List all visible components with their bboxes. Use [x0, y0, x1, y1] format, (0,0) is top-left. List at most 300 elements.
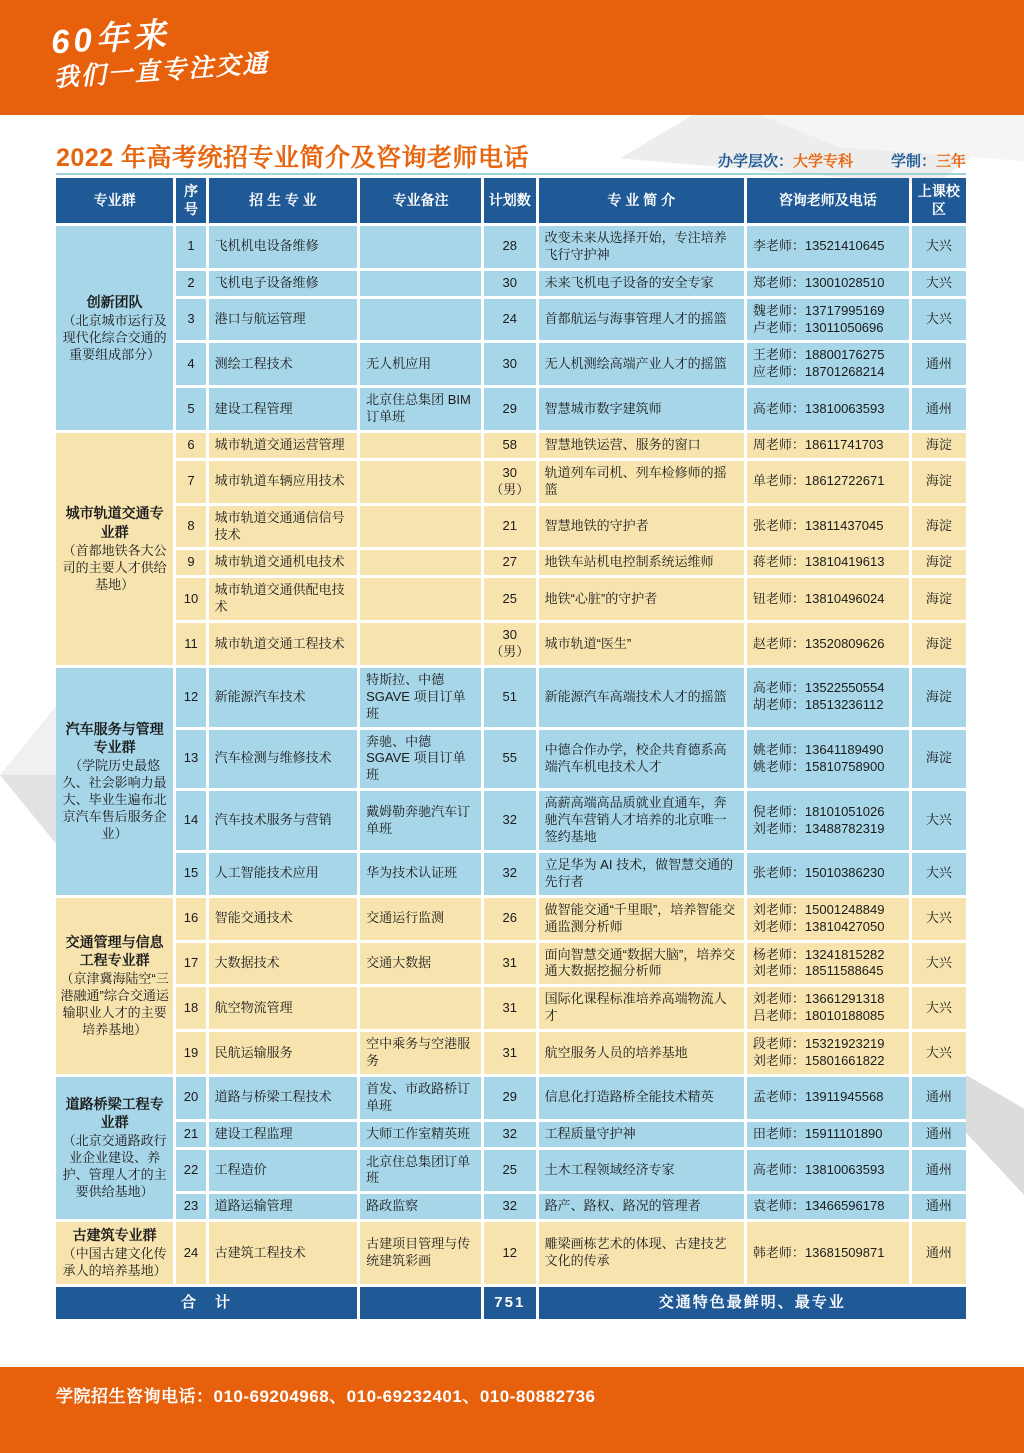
- campus-cell-text: 大兴: [925, 274, 952, 290]
- major-cell-text: 城市轨道交通机电技术: [214, 554, 345, 570]
- serial-cell: [176, 668, 205, 727]
- remark-cell: [360, 299, 481, 341]
- plan-cell: [484, 1077, 536, 1119]
- table-row: [56, 943, 966, 985]
- group-cell: [56, 1222, 173, 1284]
- contact-cell-text: 段老师：15321923219: [752, 1036, 885, 1052]
- contact-cell: [747, 1032, 909, 1074]
- table-row: [56, 623, 966, 665]
- intro-cell: [539, 343, 744, 385]
- contact-cell-text: 高老师：13522550554: [752, 680, 885, 696]
- intro-cell: [539, 623, 744, 665]
- campus-cell-text: 海淀: [925, 635, 952, 651]
- remark-cell-text: 空中乘务与空港服务: [366, 1036, 471, 1068]
- program-meta: [718, 150, 966, 174]
- plan-cell-text: 21: [502, 518, 518, 534]
- contact-cell-text: 姚老师：15810758900: [752, 758, 885, 774]
- intro-cell: [539, 791, 744, 850]
- campus-cell: [912, 987, 966, 1029]
- majors-table-wrapper: [53, 173, 969, 1322]
- contact-cell-text: 刘老师：15001248849: [752, 901, 885, 917]
- contact-cell-text: 李老师：13521410645: [752, 238, 885, 254]
- plan-cell: [484, 299, 536, 341]
- group-note: （北京交通路政行业企业建设、养护、管理人才的主要供给基地）: [62, 1133, 167, 1200]
- serial-cell: [176, 943, 205, 985]
- major-cell-text: 古建筑工程技术: [214, 1244, 306, 1260]
- col-header-contact: 咨询老师及电话: [747, 178, 909, 223]
- campus-cell: [912, 791, 966, 850]
- serial-cell: [176, 271, 205, 296]
- plan-cell: [484, 668, 536, 727]
- intro-cell-text: 路产、路权、路况的管理者: [544, 1198, 701, 1214]
- major-cell: [209, 461, 357, 503]
- table-row: [56, 506, 966, 548]
- major-cell: [209, 1032, 357, 1074]
- serial-cell-text: 21: [183, 1125, 199, 1141]
- serial-cell-text: 7: [187, 473, 195, 489]
- slogan-line-1: 60年来: [49, 15, 171, 61]
- plan-cell: [484, 433, 536, 458]
- intro-cell: [539, 1077, 744, 1119]
- contact-cell-text: 卢老师：13011050696: [752, 319, 884, 335]
- campus-cell: [912, 853, 966, 895]
- major-cell: [209, 1150, 357, 1192]
- major-cell-text: 汽车检测与维修技术: [214, 750, 332, 766]
- contact-cell-text: 姚老师：13641189490: [752, 742, 884, 758]
- group-name: 创新团队: [86, 293, 143, 310]
- group-name: 古建筑专业群: [72, 1227, 157, 1244]
- plan-cell-text: 31: [502, 1044, 518, 1060]
- remark-cell-text: 交通大数据: [366, 954, 432, 970]
- plan-cell: [484, 461, 536, 503]
- remark-cell-text: 大师工作室精英班: [366, 1125, 471, 1141]
- campus-cell-text: 通州: [925, 1125, 952, 1141]
- remark-cell: [360, 791, 481, 850]
- plan-cell: [484, 550, 536, 575]
- remark-cell: [360, 578, 481, 620]
- intro-cell-text: 智慧地铁运营、服务的窗口: [544, 437, 701, 453]
- remark-cell-text: 北京住总集团订单班: [366, 1153, 471, 1186]
- campus-cell-text: 海淀: [925, 554, 952, 570]
- total-label-cell: [56, 1287, 357, 1319]
- contact-cell-text: 胡老师：18513236112: [752, 697, 884, 713]
- remark-cell-text: 无人机应用: [366, 355, 432, 371]
- contact-cell: [747, 853, 909, 895]
- remark-cell: [360, 1150, 481, 1192]
- serial-cell-text: 24: [183, 1244, 199, 1260]
- campus-cell: [912, 506, 966, 548]
- campus-cell: [912, 461, 966, 503]
- major-cell: [209, 1077, 357, 1119]
- major-cell: [209, 271, 357, 296]
- major-cell: [209, 730, 357, 789]
- intro-cell: [539, 550, 744, 575]
- campus-cell-text: 通州: [925, 1161, 952, 1177]
- serial-cell: [176, 1032, 205, 1074]
- intro-cell: [539, 226, 744, 268]
- campus-cell-text: 海淀: [925, 437, 952, 453]
- remark-cell: [360, 1032, 481, 1074]
- col-header-group: 专业群: [56, 178, 173, 223]
- serial-cell-text: 3: [187, 311, 195, 327]
- intro-cell: [539, 578, 744, 620]
- group-name: 城市轨道交通专业群: [65, 505, 164, 540]
- major-cell-text: 汽车技术服务与营销: [214, 812, 332, 828]
- serial-cell: [176, 987, 205, 1029]
- col-header-campus: 上课校区: [912, 178, 966, 223]
- table-row: [56, 987, 966, 1029]
- plan-cell-text: 27: [502, 554, 518, 570]
- plan-cell: [484, 730, 536, 789]
- major-cell-text: 航空物流管理: [214, 999, 293, 1015]
- major-cell-text: 大数据技术: [214, 954, 280, 970]
- serial-cell-text: 17: [183, 954, 199, 970]
- campus-cell: [912, 1222, 966, 1284]
- remark-cell: [360, 388, 481, 430]
- remark-cell: [360, 226, 481, 268]
- campus-cell: [912, 668, 966, 727]
- intro-cell: [539, 433, 744, 458]
- table-row: [56, 1032, 966, 1074]
- plan-cell-text: 58: [502, 437, 518, 453]
- major-cell: [209, 343, 357, 385]
- header-row: [56, 178, 966, 223]
- campus-cell-text: 通州: [925, 400, 952, 416]
- intro-cell-text: 做智能交通“千里眼”，培养智能交通监测分析师: [544, 901, 736, 934]
- campus-cell-text: 海淀: [925, 688, 952, 704]
- plan-cell: [484, 1150, 536, 1192]
- campus-cell-text: 大兴: [925, 954, 952, 970]
- campus-cell-text: 大兴: [925, 865, 952, 881]
- plan-cell-text: 30: [502, 627, 518, 643]
- serial-cell-text: 18: [183, 999, 199, 1015]
- group-cell: [56, 668, 173, 895]
- contact-cell-text: 刘老师：13661291318: [752, 991, 885, 1007]
- table-row: [56, 668, 966, 727]
- major-cell-text: 建设工程监理: [214, 1125, 293, 1141]
- major-cell-text: 港口与航运管理: [214, 311, 306, 327]
- remark-cell-text: 北京住总集团 BIM 订单班: [366, 392, 471, 425]
- remark-cell-text: 华为技术认证班: [366, 865, 458, 881]
- group-note: （首都地铁各大公司的主要人才供给基地）: [62, 542, 167, 592]
- serial-cell: [176, 388, 205, 430]
- major-cell: [209, 1194, 357, 1219]
- remark-cell-text: 奔驰、中德 SGAVE 项目订单班: [366, 733, 466, 783]
- serial-cell-text: 22: [183, 1161, 199, 1177]
- contact-cell: [747, 461, 909, 503]
- table-row: [56, 898, 966, 940]
- contact-cell-text: 钮老师：13810496024: [752, 590, 885, 606]
- serial-cell-text: 8: [187, 518, 195, 534]
- major-cell: [209, 943, 357, 985]
- slogan-line-2: 我们一直专注交通: [52, 49, 271, 93]
- serial-cell: [176, 730, 205, 789]
- major-cell: [209, 299, 357, 341]
- remark-cell-text: 古建项目管理与传统建筑彩画: [366, 1236, 471, 1269]
- col-header-remark: 专业备注: [360, 178, 481, 223]
- contact-cell: [747, 1122, 909, 1147]
- intro-cell-text: 轨道列车司机、列车检修师的摇篮: [544, 464, 727, 497]
- remark-cell-text: 戴姆勒奔驰汽车订单班: [366, 803, 471, 836]
- serial-cell-text: 1: [187, 238, 195, 254]
- plan-cell: [484, 623, 536, 665]
- intro-cell-text: 工程质量守护神: [544, 1125, 636, 1141]
- majors-table-header: [56, 178, 966, 223]
- campus-cell: [912, 388, 966, 430]
- major-cell-text: 人工智能技术应用: [214, 865, 319, 881]
- intro-cell-text: 信息化打造路桥全能技术精英: [544, 1089, 714, 1105]
- col-header-intro: 专 业 简 介: [539, 178, 744, 223]
- contact-cell: [747, 1077, 909, 1119]
- contact-cell: [747, 1194, 909, 1219]
- major-cell: [209, 388, 357, 430]
- table-row: [56, 1194, 966, 1219]
- plan-cell-text: 51: [502, 688, 518, 704]
- plan-cell: [484, 853, 536, 895]
- plan-cell: [484, 343, 536, 385]
- plan-cell-text: 32: [502, 1198, 518, 1214]
- serial-cell: [176, 433, 205, 458]
- level-value: 大学专科: [792, 153, 853, 170]
- diagonal-decoration-left-upper: [0, 705, 57, 775]
- major-cell-text: 城市轨道交通供配电技术: [214, 582, 345, 615]
- major-cell: [209, 1122, 357, 1147]
- campus-cell-text: 海淀: [925, 518, 952, 534]
- major-cell-text: 新能源汽车技术: [214, 688, 306, 704]
- contact-cell-text: 杨老师：13241815282: [752, 946, 885, 962]
- title-row: [56, 138, 966, 174]
- duration-value: 三年: [935, 153, 966, 170]
- plan-cell: [484, 578, 536, 620]
- contact-cell-text: 张老师：13811437045: [752, 518, 884, 534]
- contact-cell-text: 郑老师：13001028510: [752, 274, 885, 290]
- intro-cell: [539, 668, 744, 727]
- serial-cell: [176, 1122, 205, 1147]
- contact-cell: [747, 1222, 909, 1284]
- intro-cell: [539, 1122, 744, 1147]
- plan-cell-text: 30: [502, 355, 518, 371]
- serial-cell: [176, 343, 205, 385]
- major-cell: [209, 433, 357, 458]
- remark-cell: [360, 1222, 481, 1284]
- plan-cell-text: 30: [502, 464, 518, 480]
- campus-cell-text: 海淀: [925, 750, 952, 766]
- remark-cell: [360, 730, 481, 789]
- major-cell: [209, 853, 357, 895]
- campus-cell: [912, 1194, 966, 1219]
- remark-cell: [360, 1194, 481, 1219]
- group-name: 交通管理与信息工程专业群: [65, 933, 164, 968]
- contact-cell: [747, 987, 909, 1029]
- campus-cell: [912, 578, 966, 620]
- col-header-serial: 序号: [176, 178, 205, 223]
- intro-cell: [539, 1194, 744, 1219]
- major-cell: [209, 623, 357, 665]
- major-cell-text: 工程造价: [214, 1161, 267, 1177]
- remark-cell: [360, 506, 481, 548]
- remark-cell: [360, 461, 481, 503]
- plan-cell-text: 32: [502, 812, 518, 828]
- intro-cell-text: 新能源汽车高端技术人才的摇篮: [544, 688, 727, 704]
- contact-cell: [747, 433, 909, 458]
- campus-cell-text: 大兴: [925, 812, 952, 828]
- campus-cell-text: 通州: [925, 1198, 952, 1214]
- contact-cell: [747, 299, 909, 341]
- contact-cell: [747, 668, 909, 727]
- campus-cell: [912, 1122, 966, 1147]
- table-row: [56, 1222, 966, 1284]
- intro-cell: [539, 987, 744, 1029]
- intro-cell-text: 首都航运与海事管理人才的摇篮: [544, 311, 727, 327]
- intro-cell: [539, 730, 744, 789]
- group-note: （北京城市运行及现代化综合交通的重要组成部分）: [62, 312, 167, 362]
- serial-cell-text: 11: [184, 635, 198, 651]
- contact-cell-text: 应老师：18701268214: [752, 364, 885, 380]
- group-note: （京津冀海陆空“三港融通”综合交通运输职业人才的主要培养基地）: [60, 971, 169, 1037]
- plan-cell: [484, 1222, 536, 1284]
- remark-cell-text: 首发、市政路桥订单班: [366, 1080, 471, 1113]
- serial-cell: [176, 1194, 205, 1219]
- campus-cell-text: 海淀: [925, 473, 952, 489]
- plan-cell-text: 31: [502, 999, 518, 1015]
- contact-cell: [747, 550, 909, 575]
- table-row: [56, 550, 966, 575]
- major-cell-text: 城市轨道交通工程技术: [214, 635, 345, 651]
- serial-cell-text: 10: [183, 590, 199, 606]
- contact-cell-text: 韩老师：13681509871: [752, 1244, 885, 1260]
- contact-cell-text: 周老师：18611741703: [752, 437, 884, 453]
- major-cell-text: 城市轨道交通通信信号技术: [214, 509, 345, 542]
- contact-cell: [747, 226, 909, 268]
- serial-cell-text: 19: [183, 1044, 199, 1060]
- table-row: [56, 343, 966, 385]
- remark-cell: [360, 623, 481, 665]
- campus-cell: [912, 299, 966, 341]
- plan-cell-text: 12: [502, 1244, 518, 1260]
- campus-cell: [912, 1150, 966, 1192]
- intro-cell: [539, 1150, 744, 1192]
- contact-cell-text: 单老师：18612722671: [752, 473, 885, 489]
- campus-cell-text: 大兴: [925, 999, 952, 1015]
- campus-cell: [912, 343, 966, 385]
- major-cell-text: 道路与桥梁工程技术: [214, 1089, 332, 1105]
- group-cell: [56, 1077, 173, 1219]
- campus-cell-text: 大兴: [925, 910, 952, 926]
- admission-hotline: 学院招生咨询电话：010-69204968、010-69232401、010-80882736: [56, 1387, 596, 1406]
- group-cell: [56, 433, 173, 665]
- campus-cell-text: 大兴: [925, 311, 952, 327]
- remark-cell-text: 交通运行监测: [366, 910, 445, 926]
- plan-cell: [484, 388, 536, 430]
- intro-cell: [539, 1032, 744, 1074]
- plan-cell-text: 26: [502, 910, 518, 926]
- contact-cell: [747, 388, 909, 430]
- intro-cell-text: 航空服务人员的培养基地: [544, 1044, 688, 1060]
- major-cell-text: 城市轨道车辆应用技术: [214, 473, 345, 489]
- contact-cell-text: 王老师：18800176275: [752, 347, 885, 363]
- plan-cell-text: 31: [502, 954, 518, 970]
- campus-cell: [912, 1032, 966, 1074]
- table-row: [56, 1122, 966, 1147]
- group-name: 汽车服务与管理专业群: [65, 720, 164, 756]
- group-cell: [56, 898, 173, 1074]
- serial-cell-text: 6: [187, 437, 195, 453]
- remark-cell: [360, 550, 481, 575]
- plan-cell: [484, 1122, 536, 1147]
- major-cell: [209, 668, 357, 727]
- plan-cell: [484, 943, 536, 985]
- majors-table: [53, 175, 969, 1322]
- major-cell-text: 智能交通技术: [214, 910, 293, 926]
- plan-cell-text: （男）: [490, 644, 530, 660]
- campus-cell-text: 通州: [925, 1244, 952, 1260]
- intro-cell: [539, 898, 744, 940]
- intro-cell-text: 雕梁画栋艺术的体现、古建技艺文化的传承: [544, 1236, 727, 1269]
- plan-cell-text: 28: [502, 238, 518, 254]
- campus-cell: [912, 433, 966, 458]
- contact-cell-text: 田老师：15911101890: [752, 1125, 883, 1141]
- table-row: [56, 853, 966, 895]
- plan-cell: [484, 1194, 536, 1219]
- remark-cell: [360, 943, 481, 985]
- diagonal-decoration-right: [966, 1075, 1024, 1195]
- col-header-plan: 计划数: [484, 178, 536, 223]
- serial-cell: [176, 226, 205, 268]
- intro-cell-text: 地铁“心脏”的守护者: [544, 590, 658, 606]
- contact-cell: [747, 898, 909, 940]
- campus-cell: [912, 623, 966, 665]
- serial-cell: [176, 791, 205, 850]
- total-remark-cell: [360, 1287, 481, 1319]
- campus-cell-text: 通州: [925, 1089, 952, 1105]
- intro-cell: [539, 299, 744, 341]
- remark-cell: [360, 433, 481, 458]
- contact-cell: [747, 943, 909, 985]
- intro-cell-text: 国际化课程标准培养高端物流人才: [544, 991, 727, 1024]
- campus-cell: [912, 271, 966, 296]
- group-note: （中国古建文化传承人的培养基地）: [62, 1246, 167, 1279]
- plan-cell-text: 55: [502, 750, 518, 766]
- major-cell: [209, 791, 357, 850]
- plan-cell: [484, 791, 536, 850]
- contact-cell-text: 刘老师：13488782319: [752, 820, 885, 836]
- majors-table-body: [56, 226, 966, 1319]
- contact-cell-text: 魏老师：13717995169: [752, 302, 885, 318]
- contact-cell-text: 高老师：13810063593: [752, 400, 885, 416]
- contact-cell-text: 刘老师：18511588645: [752, 963, 884, 979]
- serial-cell: [176, 1222, 205, 1284]
- major-cell-text: 测绘工程技术: [214, 355, 293, 371]
- table-row: [56, 271, 966, 296]
- table-row: [56, 578, 966, 620]
- contact-cell: [747, 271, 909, 296]
- serial-cell: [176, 299, 205, 341]
- serial-cell-text: 2: [187, 274, 195, 290]
- campus-cell-text: 大兴: [925, 238, 952, 254]
- intro-cell-text: 无人机测绘高端产业人才的摇篮: [544, 355, 727, 371]
- plan-cell-text: 30: [502, 274, 518, 290]
- serial-cell-text: 12: [183, 688, 199, 704]
- major-cell: [209, 898, 357, 940]
- group-cell: [56, 226, 173, 430]
- remark-cell: [360, 668, 481, 727]
- campus-cell: [912, 898, 966, 940]
- remark-cell: [360, 853, 481, 895]
- total-plan-cell: [484, 1287, 536, 1319]
- total-plan-cell-text: 751: [494, 1294, 526, 1312]
- contact-cell: [747, 578, 909, 620]
- major-cell: [209, 550, 357, 575]
